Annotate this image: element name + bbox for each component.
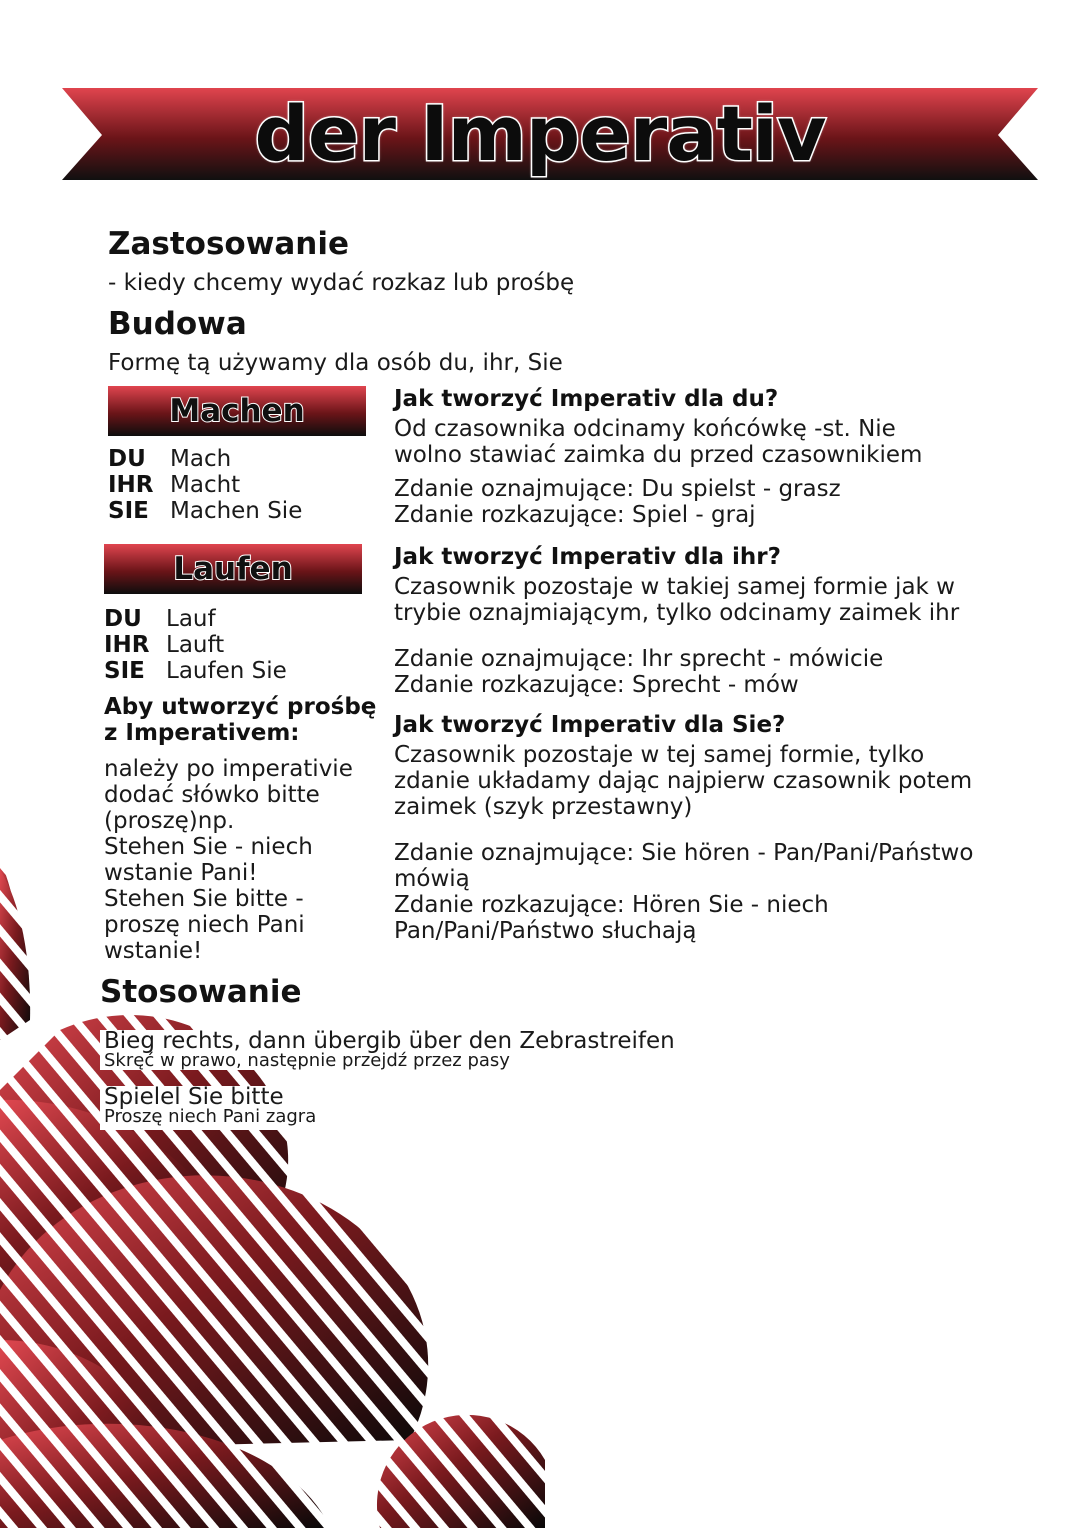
- sie-heading: Jak tworzyć Imperativ dla Sie?: [394, 712, 786, 738]
- pronoun: IHR: [108, 472, 154, 498]
- sie-example: Zdanie oznajmujące: Sie hören - Pan/Pani/Państwo: [394, 840, 974, 866]
- verb-header-machen: [108, 386, 366, 436]
- example-block: [100, 1086, 320, 1130]
- ihr-heading: Jak tworzyć Imperativ dla ihr?: [394, 544, 781, 570]
- conjugation-laufen: [104, 606, 287, 684]
- zastosowanie-text: - kiedy chcemy wydać rozkaz lub prośbę: [108, 270, 575, 296]
- pronoun: DU: [104, 606, 142, 632]
- verb-form: Macht: [170, 472, 241, 498]
- du-heading: Jak tworzyć Imperativ dla du?: [394, 386, 779, 412]
- example-german: Spielel Sie bitte: [104, 1084, 284, 1110]
- conjugation-row: [104, 606, 287, 632]
- du-example: Zdanie oznajmujące: Du spielst - grasz: [394, 476, 841, 502]
- pronoun: DU: [108, 446, 146, 472]
- request-line: wstanie!: [104, 938, 203, 964]
- request-note: [104, 694, 384, 964]
- request-line: dodać słówko bitte: [104, 782, 320, 808]
- budowa-text: Formę tą używamy dla osób du, ihr, Sie: [108, 350, 563, 376]
- sie-line: Czasownik pozostaje w tej samej formie, tylko: [394, 742, 925, 768]
- section-heading-stosowanie: Stosowanie: [100, 974, 302, 1010]
- request-heading-line: Aby utworzyć prośbę: [104, 694, 377, 720]
- verb-title: Machen: [169, 393, 305, 429]
- ihr-line: trybie oznajmiającym, tylko odcinamy zaimek ihr: [394, 600, 960, 626]
- request-line: Stehen Sie - niech: [104, 834, 313, 860]
- verb-form: Lauft: [166, 632, 225, 658]
- example-polish: Skręć w prawo, następnie przejdź przez pasy: [104, 1050, 510, 1071]
- sie-line: zaimek (szyk przestawny): [394, 794, 693, 820]
- conjugation-row: [104, 632, 287, 658]
- pronoun: IHR: [104, 632, 150, 658]
- ihr-line: Czasownik pozostaje w takiej samej formie jak w: [394, 574, 955, 600]
- section-heading-zastosowanie: Zastosowanie: [108, 226, 349, 262]
- sie-section: [394, 712, 1054, 944]
- request-line: (proszę)np.: [104, 808, 235, 834]
- page-title: der Imperativ: [254, 89, 826, 178]
- conjugation-row: [108, 472, 302, 498]
- du-example: Zdanie rozkazujące: Spiel - graj: [394, 502, 756, 528]
- example-polish: Proszę niech Pani zagra: [104, 1106, 317, 1127]
- du-line: Od czasownika odcinamy końcówkę -st. Nie: [394, 416, 896, 442]
- conjugation-row: [108, 498, 302, 524]
- sie-example: Pan/Pani/Państwo słuchają: [394, 918, 697, 944]
- ihr-example: Zdanie rozkazujące: Sprecht - mów: [394, 672, 799, 698]
- example-german: Bieg rechts, dann übergib über den Zebrastreifen: [104, 1028, 675, 1054]
- sie-line: zdanie układamy dając najpierw czasownik potem: [394, 768, 973, 794]
- ihr-section: [394, 544, 1044, 698]
- verb-header-laufen: [104, 544, 362, 594]
- conjugation-row: [108, 446, 302, 472]
- du-line: wolno stawiać zaimka du przed czasownikiem: [394, 442, 923, 468]
- request-line: należy po imperativie: [104, 756, 353, 782]
- pronoun: SIE: [104, 658, 145, 684]
- sie-example: Zdanie rozkazujące: Hören Sie - niech: [394, 892, 829, 918]
- pronoun: SIE: [108, 498, 149, 524]
- du-section: [394, 386, 1044, 528]
- verb-title: Laufen: [173, 551, 293, 587]
- verb-form: Machen Sie: [170, 498, 303, 524]
- verb-form: Lauf: [166, 606, 216, 632]
- verb-form: Laufen Sie: [166, 658, 287, 684]
- sie-example: mówią: [394, 866, 470, 892]
- request-heading-line: z Imperativem:: [104, 720, 300, 746]
- request-line: proszę niech Pani: [104, 912, 305, 938]
- example-block: [100, 1030, 679, 1070]
- request-line: Stehen Sie bitte -: [104, 886, 304, 912]
- section-heading-budowa: Budowa: [108, 306, 247, 342]
- conjugation-row: [104, 658, 287, 684]
- ihr-example: Zdanie oznajmujące: Ihr sprecht - mówicie: [394, 646, 884, 672]
- verb-form: Mach: [170, 446, 232, 472]
- conjugation-machen: [108, 446, 302, 524]
- request-line: wstanie Pani!: [104, 860, 258, 886]
